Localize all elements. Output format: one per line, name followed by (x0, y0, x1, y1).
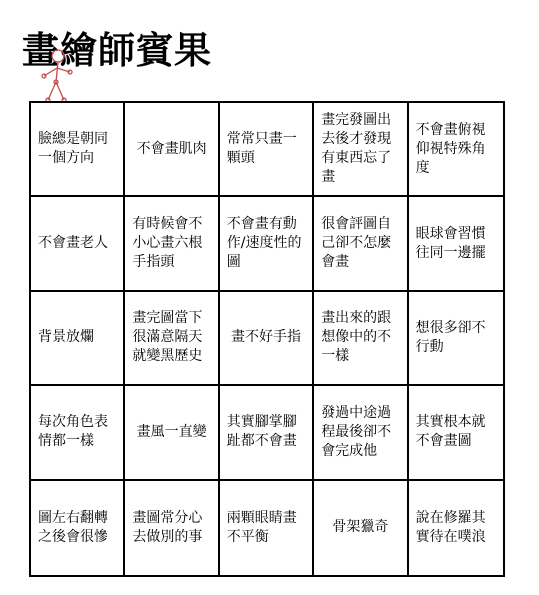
page-title (22, 22, 212, 72)
bingo-cell[interactable]: 不會畫有動作/速度性的圖 (220, 197, 314, 291)
bingo-cell[interactable]: 背景放爛 (31, 292, 125, 386)
bingo-cell[interactable]: 圖左右翻轉之後會很慘 (31, 481, 125, 575)
bingo-cell[interactable]: 畫完發圖出去後才發現有東西忘了畫 (314, 103, 408, 197)
bingo-cell[interactable]: 每次角色表情都一樣 (31, 386, 125, 480)
bingo-cell[interactable]: 常常只畫一顆頭 (220, 103, 314, 197)
bingo-cell[interactable]: 其實腳掌腳趾都不會畫 (220, 386, 314, 480)
bingo-cell[interactable]: 骨架獵奇 (314, 481, 408, 575)
bingo-cell[interactable]: 想很多卻不行動 (409, 292, 503, 386)
bingo-cell[interactable]: 很會評圖自己卻不怎麼會畫 (314, 197, 408, 291)
bingo-cell[interactable]: 畫完圖當下很滿意隔天就變黑歷史 (125, 292, 219, 386)
bingo-cell[interactable]: 畫出來的跟想像中的不一樣 (314, 292, 408, 386)
bingo-cell[interactable]: 不會畫肌肉 (125, 103, 219, 197)
bingo-cell[interactable]: 臉總是朝同一個方向 (31, 103, 125, 197)
bingo-cell[interactable]: 畫圖常分心去做別的事 (125, 481, 219, 575)
bingo-cell[interactable]: 畫不好手指 (220, 292, 314, 386)
bingo-cell[interactable]: 其實根本就不會畫圖 (409, 386, 503, 480)
bingo-cell[interactable]: 不會畫老人 (31, 197, 125, 291)
stick-figure-doodle-icon (38, 46, 86, 106)
bingo-cell[interactable]: 兩顆眼睛畫不平衡 (220, 481, 314, 575)
title-text: 畫繪師賓果 (22, 29, 212, 72)
bingo-cell[interactable]: 發過中途過程最後卻不會完成他 (314, 386, 408, 480)
bingo-grid (29, 101, 505, 577)
bingo-cell[interactable]: 說在修羅其實待在噗浪 (415, 509, 486, 545)
bingo-cell[interactable]: 有時候會不小心畫六根手指頭 (125, 197, 219, 291)
bingo-cell[interactable]: 畫風一直變 (125, 386, 219, 480)
bingo-cell[interactable]: 眼球會習慣往同一邊擺 (409, 197, 503, 291)
bingo-cell[interactable]: 不會畫俯視仰視特殊角度 (409, 103, 503, 197)
